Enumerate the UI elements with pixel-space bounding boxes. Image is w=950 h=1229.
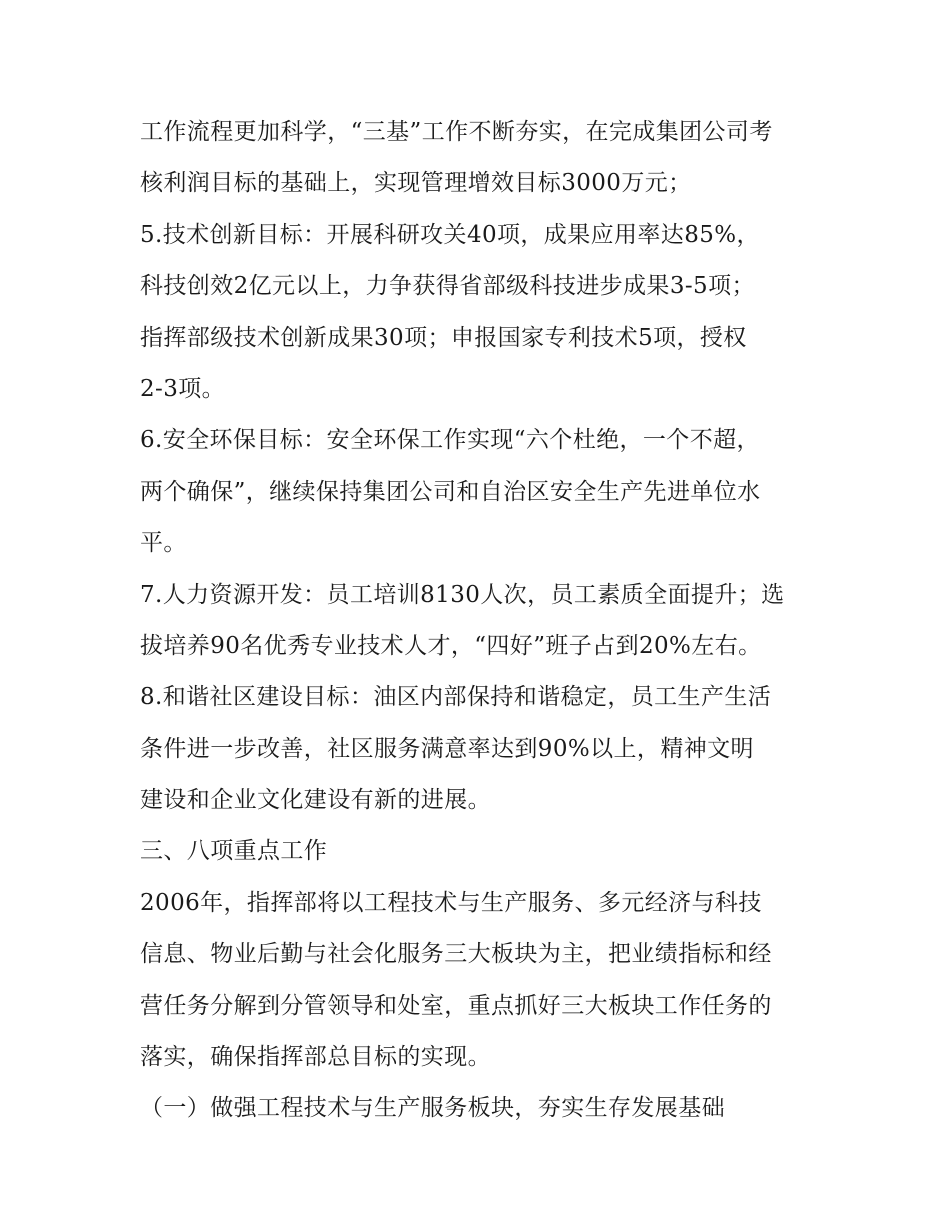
- text-line: 平。: [140, 530, 187, 557]
- text-line: 信息、物业后勤与社会化服务三大板块为主，把业绩指标和经: [140, 941, 772, 968]
- subsection-heading: （一）做强工程技术与生产服务板块，夯实生存发展基础: [140, 1095, 725, 1122]
- text-line: 核利润目标的基础上，实现管理增效目标3000万元；: [140, 170, 692, 197]
- text-line: 落实，确保指挥部总目标的实现。: [140, 1044, 491, 1071]
- text-line: 条件进一步改善，社区服务满意率达到90%以上，精神文明: [140, 735, 754, 762]
- text-line: 两个确保”，继续保持集团公司和自治区安全生产先进单位水: [140, 478, 761, 505]
- text-line: 8.和谐社区建设目标：油区内部保持和谐稳定，员工生产生活: [140, 684, 772, 711]
- text-line: 指挥部级技术创新成果30项；申报国家专利技术5项，授权: [140, 324, 747, 351]
- text-line: 5.技术创新目标：开展科研攻关40项，成果应用率达85%，: [140, 221, 760, 248]
- section-heading: 三、八项重点工作: [140, 838, 328, 865]
- text-line: 2006年，指挥部将以工程技术与生产服务、多元经济与科技: [140, 889, 762, 916]
- text-line: 工作流程更加科学，“三基”工作不断夯实，在完成集团公司考: [140, 119, 773, 145]
- text-line: 营任务分解到分管领导和处室，重点抓好三大板块工作任务的: [140, 992, 772, 1019]
- text-line: 拔培养90名优秀专业技术人才，“四好”班子占到20%左右。: [140, 632, 762, 659]
- text-line: 2-3项。: [140, 375, 226, 402]
- document-body: [140, 107, 820, 1135]
- text-line: 6.安全环保目标：安全环保工作实现“六个杜绝，一个不超，: [140, 427, 760, 454]
- text-line: 科技创效2亿元以上，力争获得省部级科技进步成果3-5项；: [140, 273, 755, 300]
- text-line: 建设和企业文化建设有新的进展。: [140, 787, 491, 814]
- text-line: 7.人力资源开发：员工培训8130人次，员工素质全面提升；选: [140, 581, 785, 608]
